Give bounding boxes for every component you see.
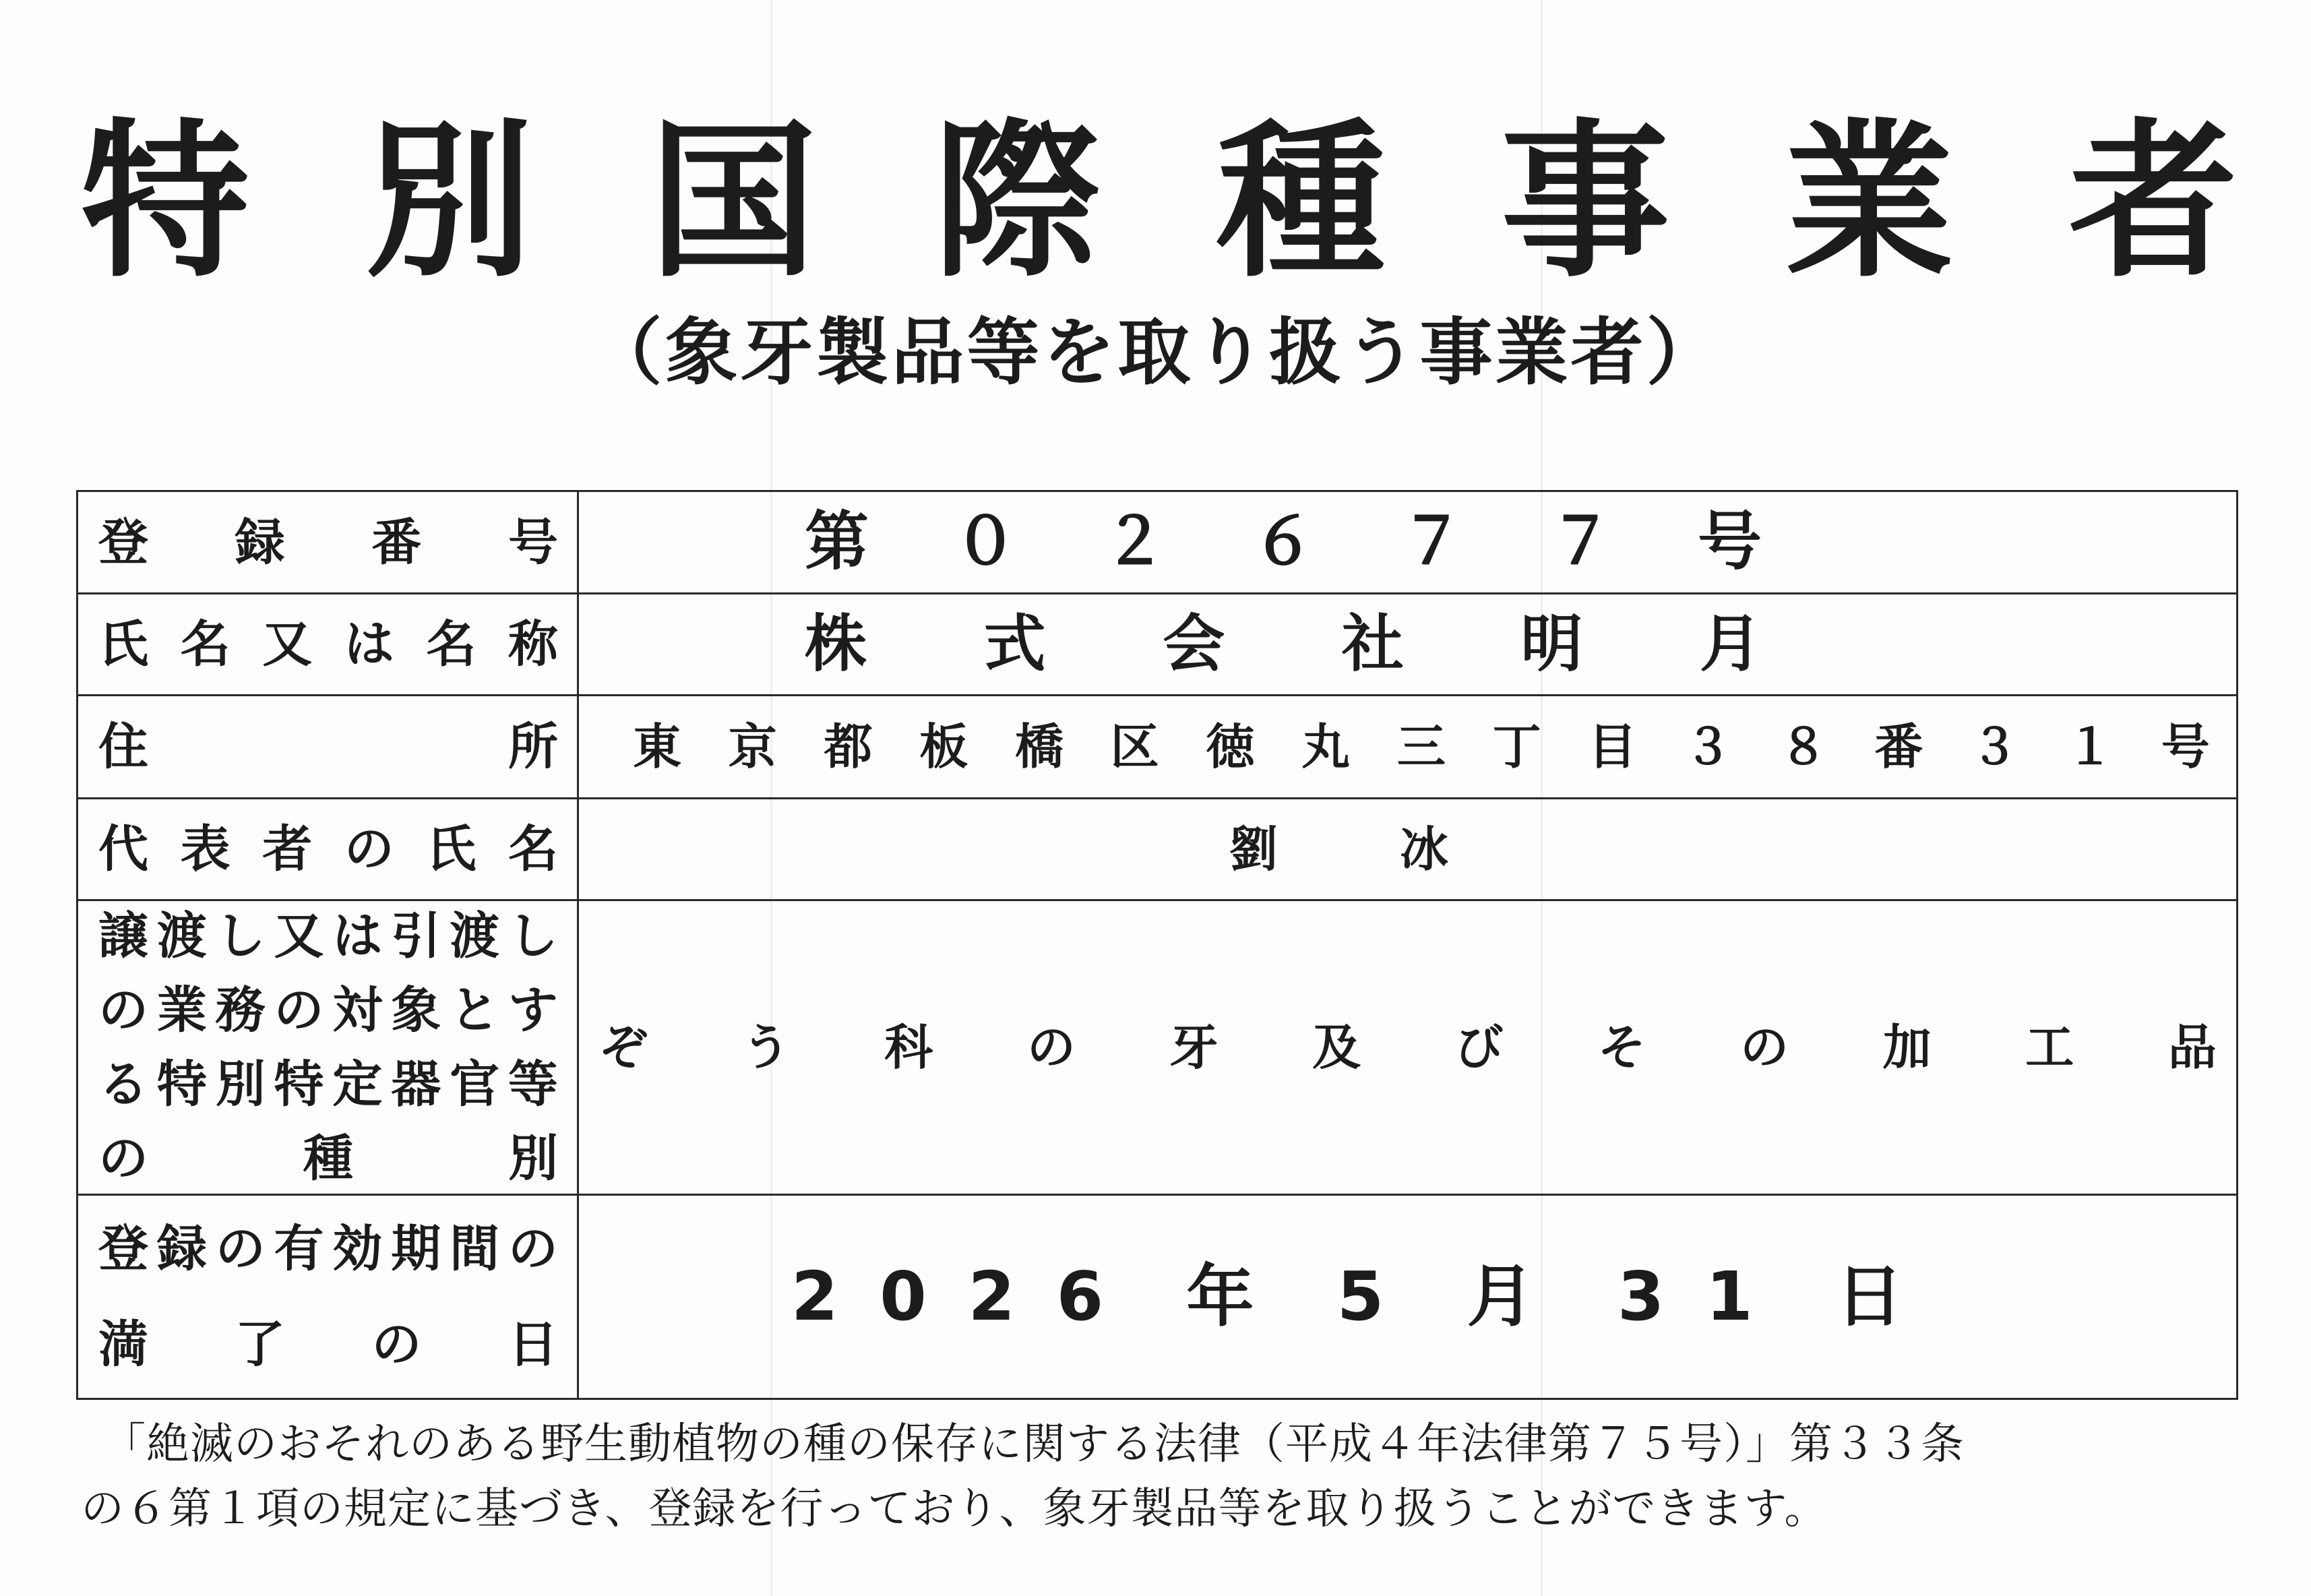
label-char: 表 <box>180 820 230 878</box>
value-char: 5 <box>1336 1257 1384 1336</box>
title-char: 別 <box>365 104 534 300</box>
label-line <box>98 615 558 673</box>
value-char: 目 <box>1588 718 1637 775</box>
label-char: の <box>274 981 324 1039</box>
value-char: 都 <box>824 718 873 775</box>
validity-value-cell <box>579 1196 2236 1398</box>
label-line <box>98 718 558 776</box>
value-char: 明 <box>1520 608 1583 680</box>
value-char: ８ <box>1779 718 1828 775</box>
label-line <box>98 981 558 1039</box>
value-char: う <box>741 1019 791 1076</box>
title-char: 事 <box>1501 104 1670 300</box>
label-char: 又 <box>262 615 313 673</box>
value-char: ７ <box>1400 505 1465 579</box>
label-char: 渡 <box>450 907 500 965</box>
label-char: 等 <box>507 1055 558 1113</box>
label-char: 録 <box>156 1220 207 1278</box>
value-char: 番 <box>1874 718 1923 775</box>
label-char: 定 <box>332 1055 383 1113</box>
value-char: 板 <box>919 718 968 775</box>
category-value <box>599 1019 2217 1076</box>
label-char: 名 <box>426 615 476 673</box>
title-char: 者 <box>2068 104 2238 300</box>
label-char: 期 <box>391 1220 441 1278</box>
label-char: 氏 <box>98 615 148 673</box>
value-char: 橋 <box>1014 718 1064 775</box>
label-char: 了 <box>235 1316 285 1374</box>
representative-name-value <box>1229 821 1448 878</box>
label-char: 渡 <box>156 907 207 965</box>
label-line <box>98 820 558 878</box>
label-char: 者 <box>262 820 313 878</box>
label-char: 名 <box>180 615 230 673</box>
label-char: 又 <box>274 907 324 965</box>
value-char: び <box>1454 1019 1504 1076</box>
label-line <box>98 513 558 572</box>
category-value-cell <box>579 901 2236 1196</box>
label-char: の <box>98 981 148 1039</box>
value-char: 社 <box>1341 608 1404 680</box>
value-char: 丁 <box>1492 718 1541 775</box>
label-line <box>98 907 558 965</box>
value-char: 科 <box>884 1019 933 1076</box>
label-char: し <box>507 907 558 965</box>
representative-value-cell <box>579 799 2236 901</box>
title-char: 種 <box>1216 104 1386 300</box>
value-char: 第 <box>805 505 869 579</box>
value-char: 号 <box>1697 505 1762 579</box>
value-char: ０ <box>953 505 1018 579</box>
value-char: 牙 <box>1169 1019 1219 1076</box>
value-char: 2 <box>791 1257 838 1336</box>
value-char: 1 <box>1706 1257 1753 1336</box>
certificate-subtitle: （象牙製品等を取り扱う事業者） <box>589 311 1722 395</box>
label-char: 別 <box>508 1130 558 1188</box>
title-char: 際 <box>933 104 1102 300</box>
value-char: ６ <box>1251 505 1316 579</box>
value-char: ３ <box>1970 718 2019 775</box>
legal-notice-line: 「絶滅のおそれのある野生動植物の種の保存に関する法律（平成４年法律第７５号）」第３３条 <box>102 1419 1965 1469</box>
value-char: 月 <box>1699 608 1762 680</box>
title-char: 国 <box>648 104 818 300</box>
label-char: 象 <box>391 981 441 1039</box>
value-char: 工 <box>2025 1019 2074 1076</box>
label-line <box>98 1316 558 1374</box>
label-char: 登 <box>98 513 148 572</box>
value-char: 区 <box>1110 718 1159 775</box>
title-char: 業 <box>1785 104 1954 300</box>
label-char: 号 <box>507 513 558 572</box>
label-char: 種 <box>303 1130 353 1188</box>
value-char: の <box>1740 1019 1789 1076</box>
value-char: 3 <box>1617 1257 1665 1336</box>
label-char: 登 <box>98 1220 148 1278</box>
label-char: の <box>98 1130 148 1188</box>
label-char: 所 <box>508 718 558 776</box>
label-char: す <box>507 981 558 1039</box>
label-char: 日 <box>507 1316 558 1374</box>
value-char: 株 <box>805 608 867 680</box>
label-char: 業 <box>156 981 207 1039</box>
value-char: そ <box>1597 1019 1646 1076</box>
label-char: 名 <box>507 820 558 878</box>
title-char: 特 <box>81 104 249 300</box>
label-char: 効 <box>332 1220 383 1278</box>
address-label <box>78 696 579 799</box>
value-char: 冰 <box>1399 821 1448 878</box>
value-char: 及 <box>1312 1019 1361 1076</box>
name-value-cell <box>579 594 2236 696</box>
value-char: ２ <box>1102 505 1167 579</box>
registration-number-label <box>78 492 579 594</box>
label-char: の <box>371 1316 422 1374</box>
registration-number-value-cell <box>579 492 2236 594</box>
value-char: 号 <box>2161 718 2210 775</box>
expiry-date-value <box>791 1257 1903 1336</box>
address-value <box>633 718 2210 775</box>
label-char: 満 <box>98 1316 148 1374</box>
legal-notice <box>81 1412 2244 1541</box>
label-char: 住 <box>98 718 148 776</box>
label-char: 特 <box>156 1055 207 1113</box>
label-char: 氏 <box>426 820 476 878</box>
label-char: 間 <box>450 1220 500 1278</box>
label-char: の <box>344 820 394 878</box>
label-char: 録 <box>235 513 285 572</box>
label-char: は <box>332 907 383 965</box>
value-char: 2 <box>968 1257 1016 1336</box>
value-char: の <box>1026 1019 1076 1076</box>
value-char: 加 <box>1882 1019 1932 1076</box>
company-name-value <box>805 608 1762 680</box>
label-char: 代 <box>98 820 148 878</box>
label-char: は <box>344 615 394 673</box>
label-char: し <box>215 907 266 965</box>
value-char: 東 <box>633 718 682 775</box>
value-char: 京 <box>728 718 777 775</box>
label-char: 称 <box>507 615 558 673</box>
label-char: 特 <box>274 1055 324 1113</box>
label-char: 務 <box>215 981 266 1039</box>
value-char: ７ <box>1549 505 1613 579</box>
registration-number-value <box>805 505 1762 579</box>
value-char: 年 <box>1186 1257 1254 1336</box>
label-char: 有 <box>274 1220 324 1278</box>
value-char: 品 <box>2167 1019 2217 1076</box>
label-char: の <box>507 1220 558 1278</box>
label-char: 別 <box>215 1055 266 1113</box>
label-line <box>98 1130 558 1188</box>
label-char: る <box>98 1055 148 1113</box>
value-char: 日 <box>1835 1257 1903 1336</box>
value-char: 会 <box>1163 608 1225 680</box>
label-char: と <box>450 981 500 1039</box>
value-char: 0 <box>880 1257 927 1336</box>
value-char: 三 <box>1396 718 1446 775</box>
validity-label <box>78 1196 579 1398</box>
label-char: の <box>215 1220 266 1278</box>
registration-table <box>76 490 2238 1400</box>
label-char: 対 <box>332 981 383 1039</box>
name-label <box>78 594 579 696</box>
legal-notice-line: の６第１項の規定に基づき、登録を行っており、象牙製品等を取り扱うことができます。 <box>81 1484 1828 1534</box>
value-char: 徳 <box>1206 718 1255 775</box>
label-char: 引 <box>391 907 441 965</box>
category-label <box>78 901 579 1196</box>
label-char: 譲 <box>98 907 148 965</box>
value-char: 月 <box>1467 1257 1535 1336</box>
value-char: 6 <box>1056 1257 1104 1336</box>
value-char: 式 <box>983 608 1046 680</box>
value-char: ３ <box>1684 718 1733 775</box>
value-char: 丸 <box>1301 718 1351 775</box>
certificate-title <box>81 104 2238 300</box>
address-value-cell <box>579 696 2236 799</box>
label-char: 器 <box>391 1055 441 1113</box>
representative-label <box>78 799 579 901</box>
label-line <box>98 1055 558 1113</box>
label-char: 番 <box>371 513 422 572</box>
label-char: 官 <box>450 1055 500 1113</box>
value-char: ぞ <box>599 1019 648 1076</box>
value-char: 劉 <box>1229 821 1278 878</box>
value-char: １ <box>2066 718 2115 775</box>
label-line <box>98 1220 558 1278</box>
